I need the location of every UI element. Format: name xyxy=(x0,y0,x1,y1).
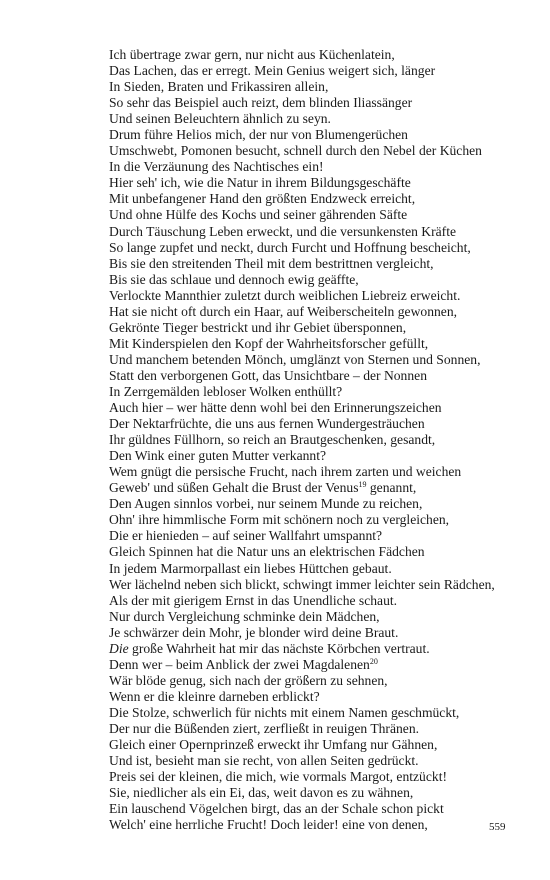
poem-line: Verlockte Mannthier zuletzt durch weiblichen Liebreiz erweicht. xyxy=(109,287,461,303)
poem-line: Wenn er die kleinre darneben erblickt? xyxy=(109,688,320,704)
emphasized-word: Die xyxy=(109,640,129,656)
poem-line: Mit Kinderspielen den Kopf der Wahrheitsforscher gefüllt, xyxy=(109,335,429,351)
poem-line: Ihr güldnes Füllhorn, so reich an Brautgeschenken, gesandt, xyxy=(109,432,436,448)
poem-line: Umschwebt, Pomonen besucht, schnell durch den Nebel der Küchen xyxy=(109,143,482,159)
poem-line: Durch Täuschung Leben erweckt, und die versunkensten Kräfte xyxy=(109,223,457,239)
poem-line: Und manchem betenden Mönch, umglänzt von Sternen und Sonnen, xyxy=(109,351,481,367)
poem-line-text: große Wahrheit hat mir das nächste Körbchen vertraut. xyxy=(132,640,430,656)
poem-line: Der Nektarfrüchte, die uns aus fernen Wundergesträuchen xyxy=(109,416,425,432)
poem-line: Nur durch Vergleichung schminke dein Mädchen, xyxy=(109,608,380,624)
footnote-marker: 19 xyxy=(358,480,367,490)
poem-line-text: Geweb' und süßen Gehalt die Brust der Venus xyxy=(109,480,359,496)
poem-line xyxy=(109,657,539,673)
poem-line: Mit unbefangener Hand den größten Endzweck erreicht, xyxy=(109,191,416,207)
poem-line-text: Denn wer – beim Anblick der zwei Magdalenen xyxy=(109,656,370,672)
poem-line: Bis sie den streitenden Theil mit dem bestrittnen vergleicht, xyxy=(109,255,434,271)
poem-line: Der nur die Büßenden ziert, zerfließt in reuigen Thränen. xyxy=(109,720,420,736)
poem-line: Bis sie das schlaue und dennoch ewig geäffte, xyxy=(109,271,359,287)
poem-line: Hat sie nicht oft durch ein Haar, auf Weiberscheiteln gewonnen, xyxy=(109,303,458,319)
poem-line: In Sieden, Braten und Frikassiren allein, xyxy=(109,79,329,95)
poem-line: Welch' eine herrliche Frucht! Doch leider! eine von denen, xyxy=(109,817,428,833)
poem-line: Und ohne Hülfe des Kochs und seiner gährenden Säfte xyxy=(109,207,408,223)
poem-line: Und ist, besieht man sie recht, von allen Seiten gedrückt. xyxy=(109,753,419,769)
poem-line: Wär blöde genug, sich nach der größern zu sehnen, xyxy=(109,672,388,688)
poem-line-text: genannt, xyxy=(366,480,417,496)
poem-line: Und seinen Beleuchtern ähnlich zu seyn. xyxy=(109,111,331,127)
poem-line: Die Stolze, schwerlich für nichts mit einem Namen geschmückt, xyxy=(109,704,460,720)
poem-line: In jedem Marmorpallast ein liebes Hüttchen gebaut. xyxy=(109,560,392,576)
poem-line: Wem gnügt die persische Frucht, nach ihrem zarten und weichen xyxy=(109,464,462,480)
poem-line: In Zerrgemälden lebloser Wolken enthüllt? xyxy=(109,383,343,399)
poem-line: So lange zupfet und neckt, durch Furcht und Hoffnung bescheicht, xyxy=(109,239,471,255)
poem-line: Ich übertrage zwar gern, nur nicht aus Küchenlatein, xyxy=(109,47,395,62)
poem-line: Sie, niedlicher als ein Ei, das, weit davon es zu wähnen, xyxy=(109,785,414,801)
poem-line xyxy=(109,641,539,657)
poem-line: Gleich Spinnen hat die Natur uns an elektrischen Fädchen xyxy=(109,544,425,560)
poem-line xyxy=(109,480,539,496)
poem-line: Das Lachen, das er erregt. Mein Genius weigert sich, länger xyxy=(109,63,436,79)
poem-line: Wer lächelnd neben sich blickt, schwingt immer leichter sein Rädchen, xyxy=(109,576,495,592)
poem-line: Statt den verborgenen Gott, das Unsichtbare – der Nonnen xyxy=(109,367,427,383)
poem-line: Auch hier – wer hätte denn wohl bei den Erinnerungszeichen xyxy=(109,400,442,416)
poem-line: Ohn' ihre himmlische Form mit schönern noch zu vergleichen, xyxy=(109,512,450,528)
poem-line: So sehr das Beispiel auch reizt, dem blinden Iliassänger xyxy=(109,95,413,111)
poem-line: Als der mit gierigem Ernst in das Unendliche schaut. xyxy=(109,592,398,608)
poem-line: Gekrönte Tieger bestrickt und ihr Gebiet übersponnen, xyxy=(109,319,407,335)
poem-line: Drum führe Helios mich, der nur von Blumengerüchen xyxy=(109,127,408,143)
poem-line: In die Verzäunung des Nachtisches ein! xyxy=(109,159,324,175)
poem-line: Gleich einer Opernprinzeß erweckt ihr Umfang nur Gähnen, xyxy=(109,737,438,753)
poem-line: Je schwärzer dein Mohr, je blonder wird deine Braut. xyxy=(109,624,399,640)
poem-line: Den Wink einer guten Mutter verkannt? xyxy=(109,448,327,464)
poem-line: Preis sei der kleinen, die mich, wie vormals Margot, entzückt! xyxy=(109,769,447,785)
footnote-marker: 20 xyxy=(369,656,378,666)
poem-line: Den Augen sinnlos vorbei, nur seinem Munde zu reichen, xyxy=(109,496,423,512)
poem-line: Die er hienieden – auf seiner Wallfahrt umspannt? xyxy=(109,528,383,544)
poem-line: Ein lauschend Vögelchen birgt, das an der Schale schon pickt xyxy=(109,801,444,817)
poem-text xyxy=(109,47,539,833)
poem-line: Hier seh' ich, wie die Natur in ihrem Bildungsgeschäfte xyxy=(109,175,411,191)
page-number: 559 xyxy=(489,821,506,833)
